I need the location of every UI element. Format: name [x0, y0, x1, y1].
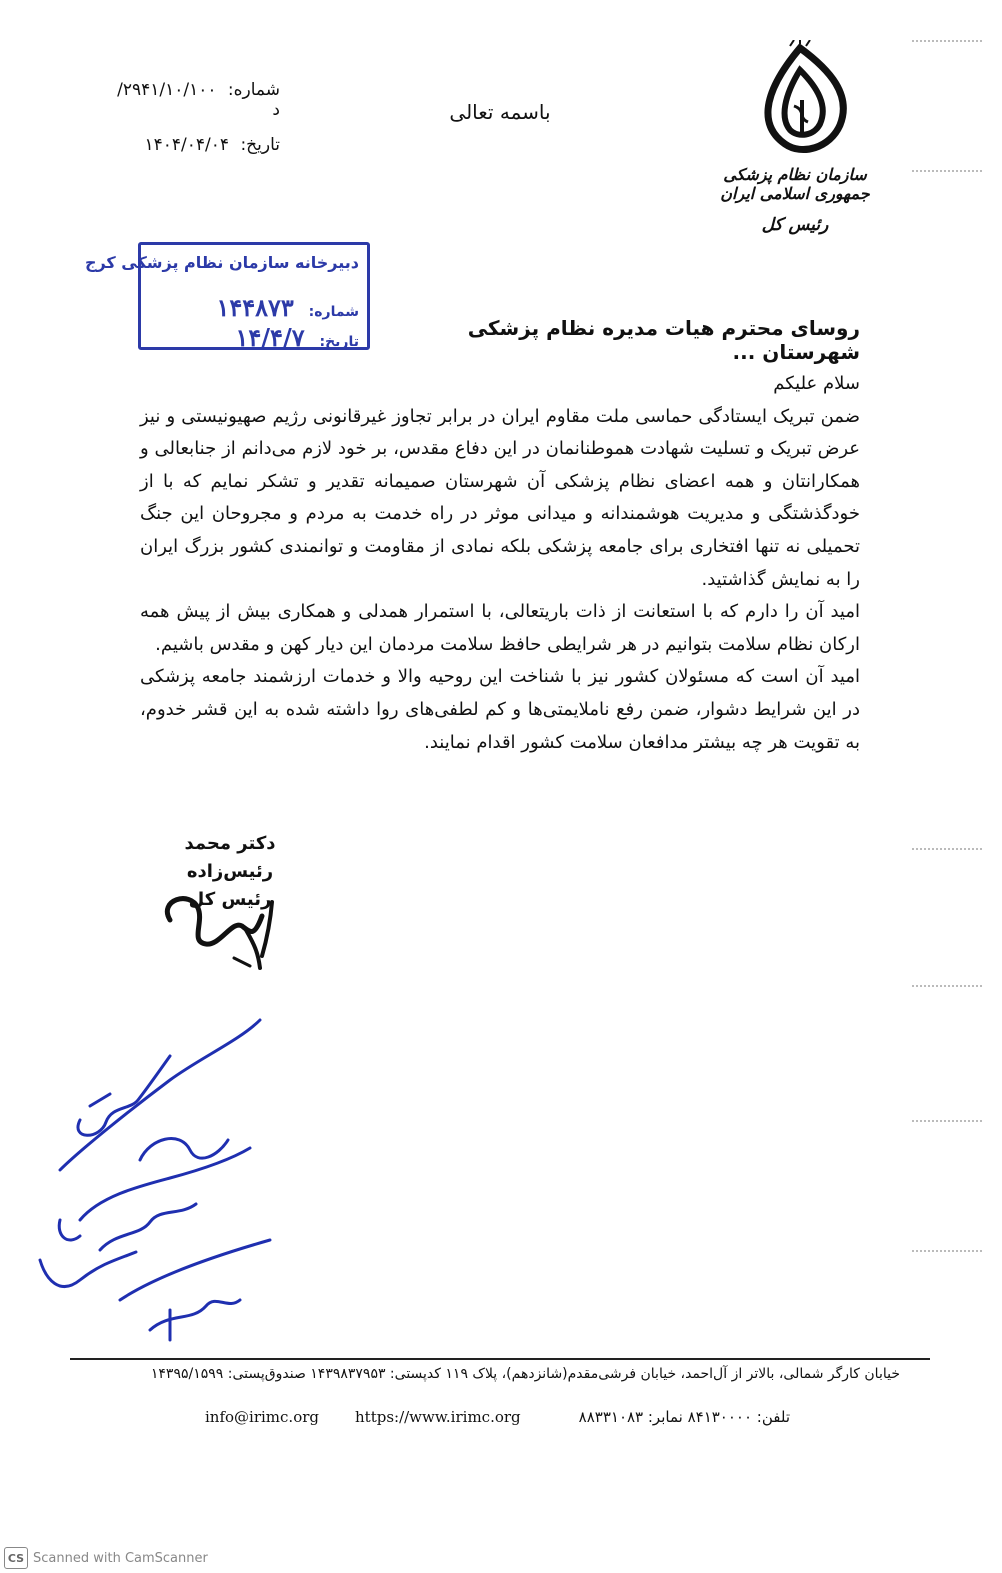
letter-number-value: ۲۹۴۱/۱۰/۱۰۰/د	[117, 80, 280, 120]
margin-dots	[912, 1250, 982, 1252]
footer-email-link[interactable]: info@irimc.org	[205, 1408, 320, 1426]
stamp-date-row	[236, 323, 360, 352]
letter-date-value: ۱۴۰۴/۰۴/۰۴	[144, 135, 230, 155]
letter-date	[110, 135, 280, 155]
letter-salutation: روسای محترم هیات مدیره نظام پزشکی شهرستان ...	[467, 316, 860, 364]
organization-role: رئیس کل	[761, 215, 829, 235]
letter-date-label: تاریخ:	[240, 135, 280, 155]
letter-paragraph-2: امید آن را دارم که با استعانت از ذات باریتعالی، با استمرار همدلی و همکاری بیش از پیش همه ارکان نظام سلامت بتوانیم در هر شرایطی حافظ سلامت مردمان این دیار کهن و مقدس باشیم.	[140, 601, 860, 655]
margin-dots	[912, 985, 982, 987]
signature-icon	[150, 880, 290, 975]
camscanner-text: Scanned with CamScanner	[33, 1550, 208, 1566]
footer-address: خیابان کارگر شمالی، بالاتر از آل‌احمد، خیابان فرشی‌مقدم(شانزدهم)، پلاک ۱۱۹ کدپستی: ۱۴۳۹۸۳۷۹۵۳ صندوق‌پستی: ۱۴۳۹۵/۱۵۹۹	[150, 1366, 900, 1382]
margin-dots	[912, 848, 982, 850]
stamp-title: دبیرخانه سازمان نظام پزشکی کرج	[84, 253, 359, 272]
footer-website-link[interactable]: https://www.irimc.org	[355, 1408, 521, 1426]
stamp-number-value: ۱۴۴۸۷۳	[216, 293, 294, 322]
letter-paragraph-1: ضمن تبریک ایستادگی حماسی ملت مقاوم ایران در برابر تجاوز غیرقانونی رژیم صهیونیستی و نیز عرض تبریک و تسلیت شهادت هموطنانمان در این دفاع مقدس، بر خود لازم می‌دانم از جنابعالی و همکارانتان و همه اعضای نظام پزشکی آن شهرستان صمیمانه تقدیر و تشکر نمایم که با از خودگذشتگی و مدیریت هوشمندانه و میدانی موثر در راه خدمت به مردم و مجروحان این جنگ تحمیلی نه تنها افتخاری برای جامعه پزشکی بلکه نمادی از مقاومت و توانمندی کشور بزرگ ایران را به نمایش گذاشتید.	[140, 405, 860, 590]
signer-title: رئیس کل	[188, 889, 272, 910]
stamp-number-row	[216, 293, 359, 322]
stamp-date-value: ۱۴/۴/۷	[235, 323, 305, 352]
footer-phone: تلفن: ۸۴۱۳۰۰۰۰ نمابر: ۸۸۳۳۱۰۸۳	[578, 1408, 790, 1426]
letter-body	[140, 368, 860, 759]
letter-greeting: سلام علیکم	[773, 373, 860, 394]
letter-number-label: شماره:	[227, 80, 280, 100]
margin-dots	[912, 40, 982, 42]
footer-divider	[70, 1358, 930, 1360]
letter-number	[110, 80, 280, 120]
letter-paragraph-3: امید آن است که مسئولان کشور نیز با شناخت این روحیه والا و خدمات ارزشمند جامعه پزشکی در این شرایط دشوار، ضمن رفع ناملایمتی‌ها و کم لطفی‌های روا داشته شده به این قشر خدوم، به تقویت هر چه بیشتر مدافعان سلامت کشور اقدام نمایند.	[140, 666, 860, 753]
bismillah-heading: باسمه تعالی	[449, 100, 551, 124]
secretariat-stamp	[84, 242, 370, 352]
camscanner-icon: CS	[4, 1547, 28, 1569]
stamp-number-label: شماره:	[308, 304, 359, 320]
medical-council-logo-icon	[740, 40, 860, 160]
margin-dots	[912, 1120, 982, 1122]
camscanner-watermark	[4, 1546, 208, 1570]
signer-name: دکتر محمد رئیس‌زاده	[184, 833, 276, 882]
margin-dots	[912, 170, 982, 172]
handwritten-note-icon	[20, 1010, 310, 1350]
stamp-date-label: تاریخ:	[319, 334, 359, 350]
organization-name: سازمان نظام پزشکی جمهوری اسلامی ایران	[720, 165, 870, 203]
